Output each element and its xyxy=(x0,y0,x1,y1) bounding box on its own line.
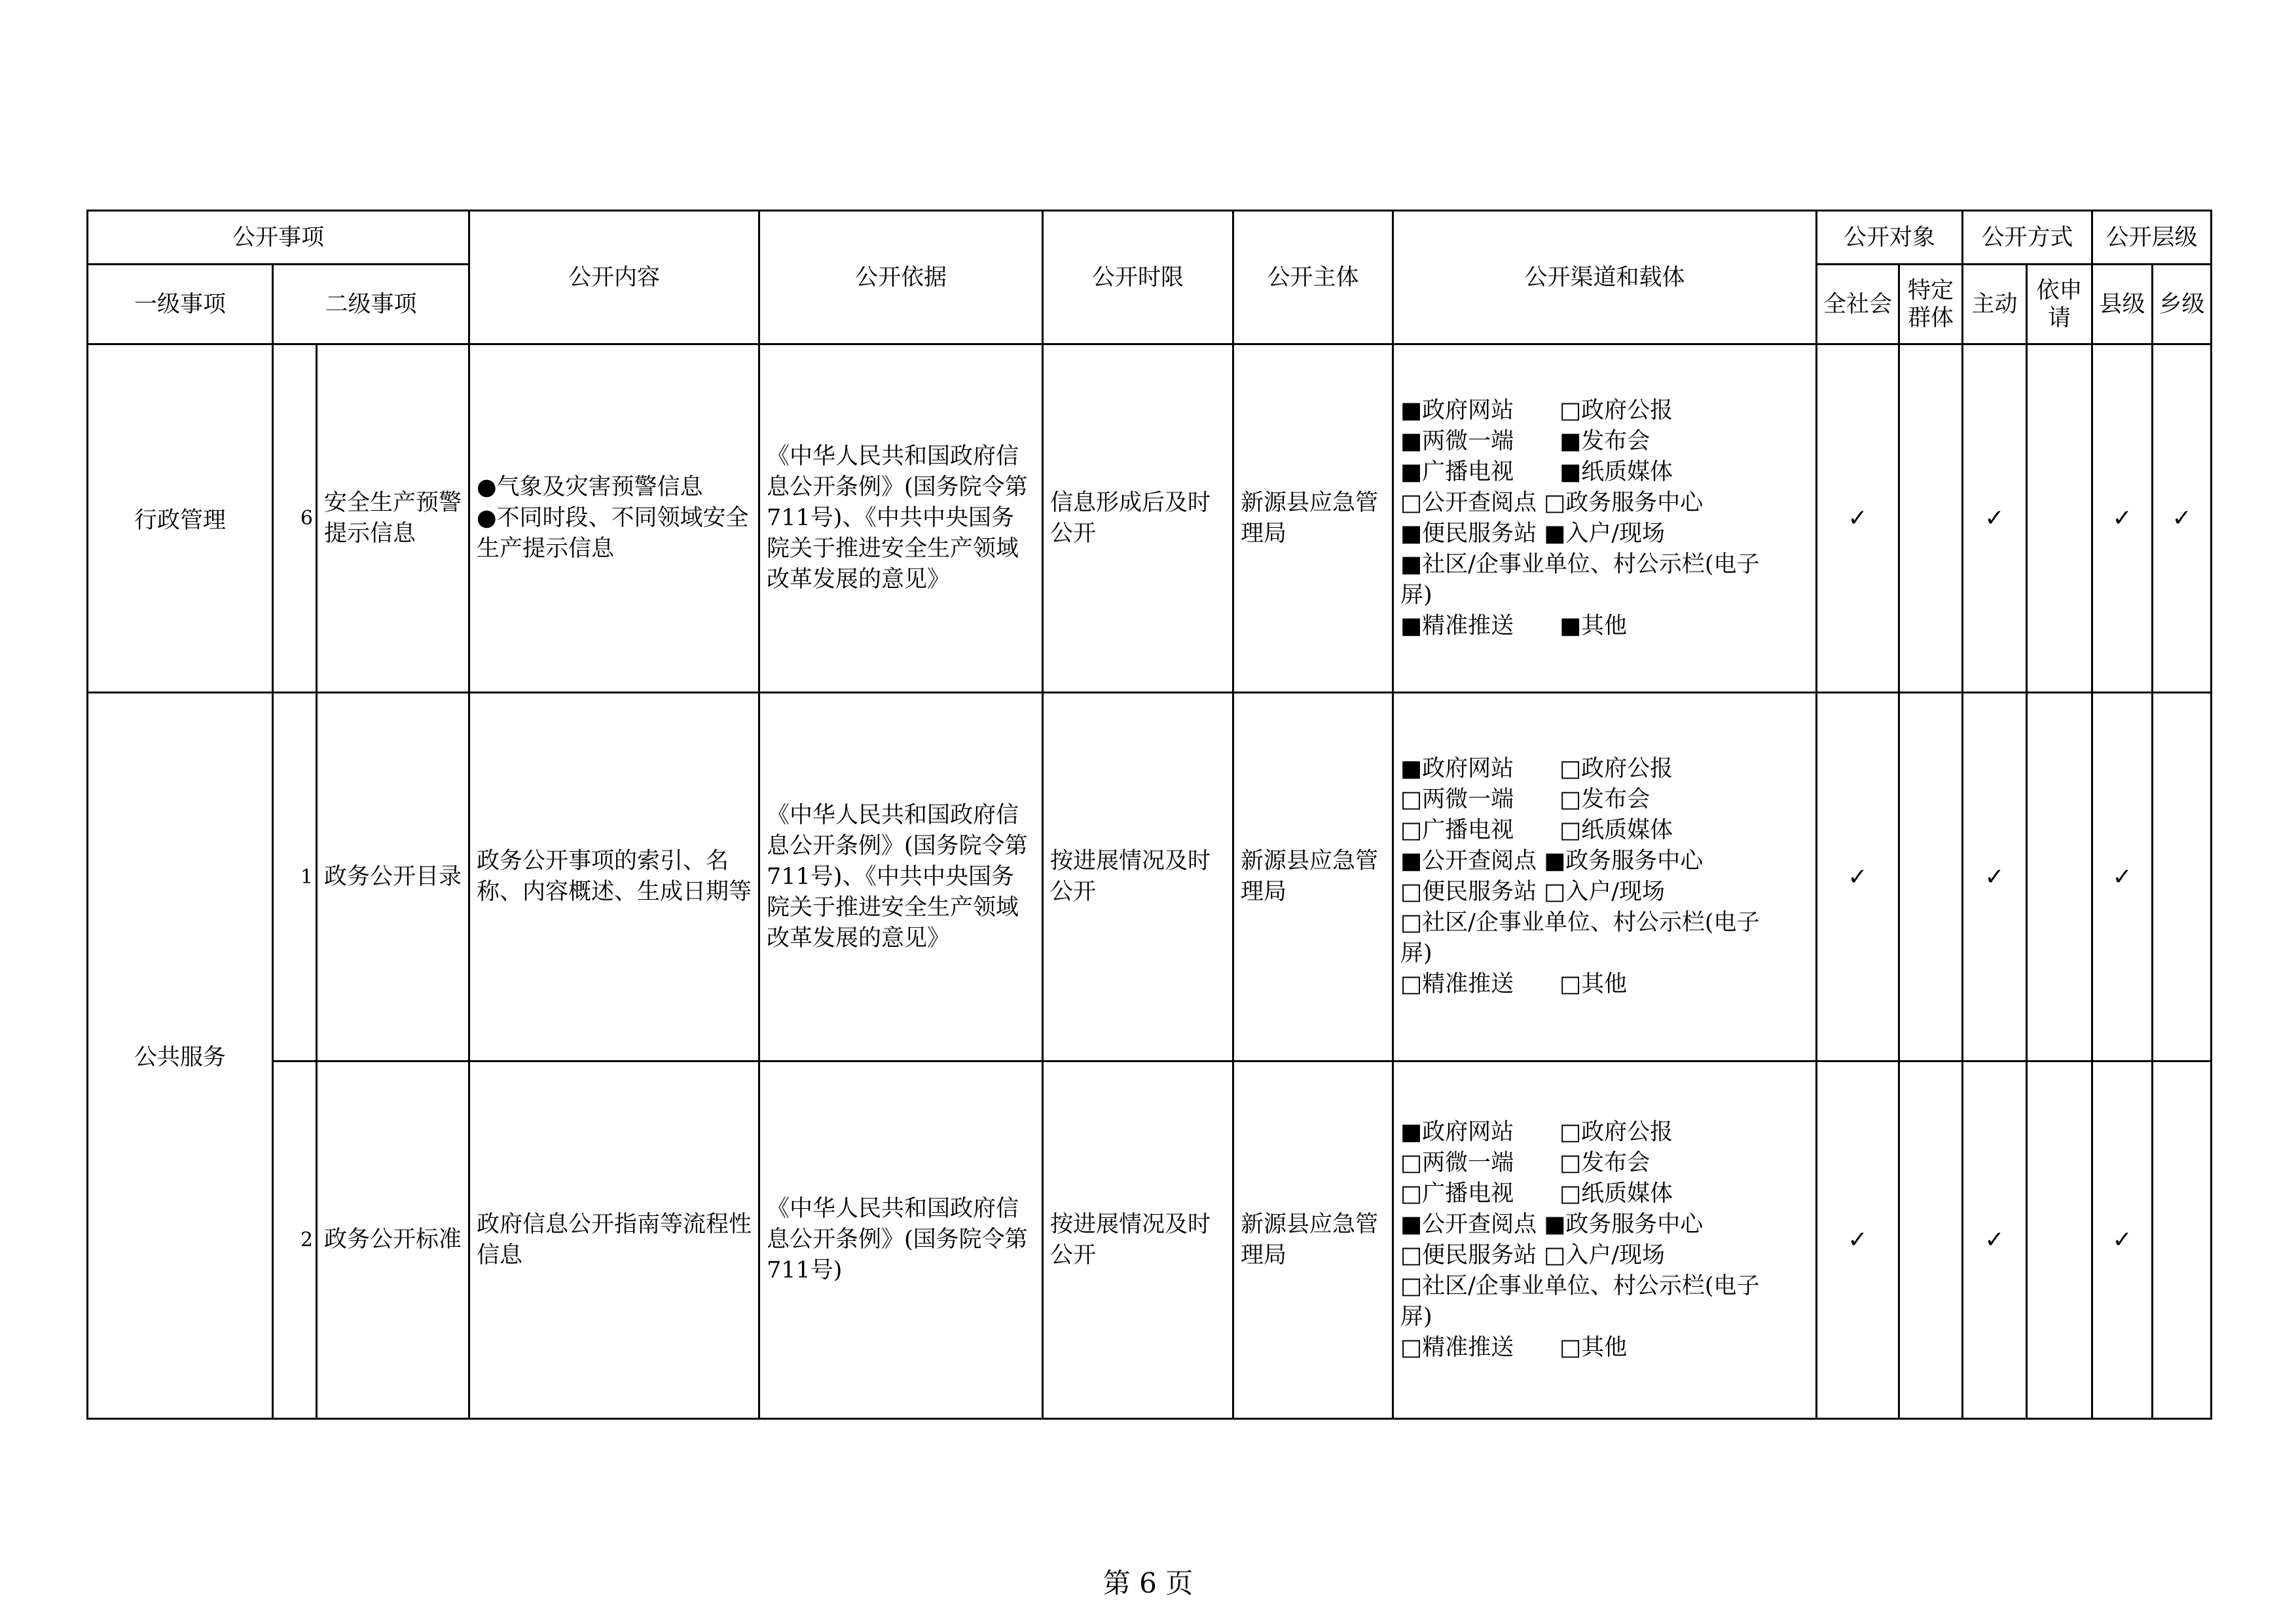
channel-line: ■精准推送 ■其他 xyxy=(1400,612,1628,639)
channel-line: □公开查阅点 □政务服务中心 xyxy=(1400,489,1704,516)
header-items: 公开事项 xyxy=(88,211,469,265)
deadline-cell: 按进展情况及时公开 xyxy=(1043,1061,1233,1419)
channel-line: ■公开查阅点 ■政务服务中心 xyxy=(1400,1211,1704,1238)
check-target-all: ✓ xyxy=(1817,344,1899,693)
content-line: ●不同时段、不同领域安全生产提示信息 xyxy=(477,505,749,562)
level2-cell: 政务公开标准 xyxy=(317,1061,469,1419)
header-level1: 一级事项 xyxy=(88,265,273,344)
check-target-all: ✓ xyxy=(1817,1061,1899,1419)
page-number: 第 6 页 xyxy=(1102,1567,1194,1599)
channels-cell xyxy=(1393,1061,1817,1419)
check-level-county: ✓ xyxy=(2092,693,2153,1061)
header-method-request: 依申请 xyxy=(2027,265,2092,344)
channel-line: □两微一端 □发布会 xyxy=(1400,786,1650,813)
header-target-specific: 特定群体 xyxy=(1899,265,1963,344)
content-line: 政务公开事项的索引、名称、内容概述、生成日期等 xyxy=(477,848,752,905)
channel-line: 屏) xyxy=(1400,940,1432,967)
check-target-specific xyxy=(1899,1061,1963,1419)
level2-cell: 政务公开目录 xyxy=(317,693,469,1061)
channel-line: ■两微一端 ■发布会 xyxy=(1400,428,1650,454)
header-level-township: 乡级 xyxy=(2153,265,2212,344)
header-content: 公开内容 xyxy=(469,211,759,344)
disclosure-table xyxy=(86,210,2212,1420)
level2-cell: 安全生产预警提示信息 xyxy=(317,344,469,693)
channel-line: ■政府网站 □政府公报 xyxy=(1400,756,1673,782)
channel-line: □广播电视 □纸质媒体 xyxy=(1400,817,1673,843)
header-basis: 公开依据 xyxy=(759,211,1043,344)
check-level-county: ✓ xyxy=(2092,344,2153,693)
channel-line: ■政府网站 □政府公报 xyxy=(1400,1118,1673,1145)
item-number: 6 xyxy=(273,344,317,693)
check-target-specific xyxy=(1899,344,1963,693)
check-method-active: ✓ xyxy=(1963,344,2027,693)
check-method-active: ✓ xyxy=(1963,1061,2027,1419)
header-level: 公开层级 xyxy=(2092,211,2212,265)
basis-cell: 《中华人民共和国政府信息公开条例》(国务院令第711号)、《中共中央国务院关于推进安全生产领域改革发展的意见》 xyxy=(759,344,1043,693)
level1-cell: 行政管理 xyxy=(88,344,273,693)
table-row xyxy=(88,344,2212,693)
header-method: 公开方式 xyxy=(1963,211,2092,265)
content-line: 政府信息公开指南等流程性信息 xyxy=(477,1211,752,1268)
channel-line: ■公开查阅点 ■政务服务中心 xyxy=(1400,848,1704,874)
deadline-cell: 按进展情况及时公开 xyxy=(1043,693,1233,1061)
channel-line: 屏) xyxy=(1400,581,1432,608)
item-number: 1 xyxy=(273,693,317,1061)
check-level-county: ✓ xyxy=(2092,1061,2153,1419)
channel-line: ■社区/企事业单位、村公示栏(电子 xyxy=(1400,551,1760,578)
channel-line: □精准推送 □其他 xyxy=(1400,1334,1628,1361)
content-cell xyxy=(469,344,759,693)
header-target-all: 全社会 xyxy=(1817,265,1899,344)
content-cell xyxy=(469,693,759,1061)
header-channels: 公开渠道和载体 xyxy=(1393,211,1817,344)
basis-cell: 《中华人民共和国政府信息公开条例》(国务院令第711号) xyxy=(759,1061,1043,1419)
channel-line: ■便民服务站 ■入户/现场 xyxy=(1400,520,1666,547)
check-method-request xyxy=(2027,693,2092,1061)
header-method-active: 主动 xyxy=(1963,265,2027,344)
content-line: ●气象及灾害预警信息 xyxy=(477,474,703,500)
channel-line: □精准推送 □其他 xyxy=(1400,971,1628,997)
channel-line: ■政府网站 □政府公报 xyxy=(1400,397,1673,424)
check-level-township xyxy=(2153,693,2212,1061)
check-target-specific xyxy=(1899,693,1963,1061)
channel-line: □广播电视 □纸质媒体 xyxy=(1400,1180,1673,1207)
channel-line: □社区/企事业单位、村公示栏(电子 xyxy=(1400,1272,1760,1299)
channel-line: □两微一端 □发布会 xyxy=(1400,1149,1650,1176)
channel-line: ■广播电视 ■纸质媒体 xyxy=(1400,458,1673,485)
basis-cell: 《中华人民共和国政府信息公开条例》(国务院令第711号)、《中共中央国务院关于推进安全生产领域改革发展的意见》 xyxy=(759,693,1043,1061)
check-target-all: ✓ xyxy=(1817,693,1899,1061)
channels-cell xyxy=(1393,693,1817,1061)
subject-cell: 新源县应急管理局 xyxy=(1233,1061,1393,1419)
subject-cell: 新源县应急管理局 xyxy=(1233,344,1393,693)
channel-line: □便民服务站 □入户/现场 xyxy=(1400,1242,1666,1268)
channel-line: □社区/企事业单位、村公示栏(电子 xyxy=(1400,910,1760,936)
check-method-active: ✓ xyxy=(1963,693,2027,1061)
check-method-request xyxy=(2027,1061,2092,1419)
channel-line: □便民服务站 □入户/现场 xyxy=(1400,879,1666,905)
channel-line: 屏) xyxy=(1400,1303,1432,1330)
header-subject: 公开主体 xyxy=(1233,211,1393,344)
level1-cell: 公共服务 xyxy=(88,693,273,1419)
header-level2: 二级事项 xyxy=(273,265,469,344)
content-cell xyxy=(469,1061,759,1419)
check-level-township: ✓ xyxy=(2153,344,2212,693)
table-row xyxy=(88,693,2212,1061)
check-level-township xyxy=(2153,1061,2212,1419)
header-deadline: 公开时限 xyxy=(1043,211,1233,344)
deadline-cell: 信息形成后及时公开 xyxy=(1043,344,1233,693)
channels-cell xyxy=(1393,344,1817,693)
item-number: 2 xyxy=(273,1061,317,1419)
subject-cell: 新源县应急管理局 xyxy=(1233,693,1393,1061)
table-row xyxy=(88,1061,2212,1419)
header-level-county: 县级 xyxy=(2092,265,2153,344)
header-target: 公开对象 xyxy=(1817,211,1963,265)
check-method-request xyxy=(2027,344,2092,693)
